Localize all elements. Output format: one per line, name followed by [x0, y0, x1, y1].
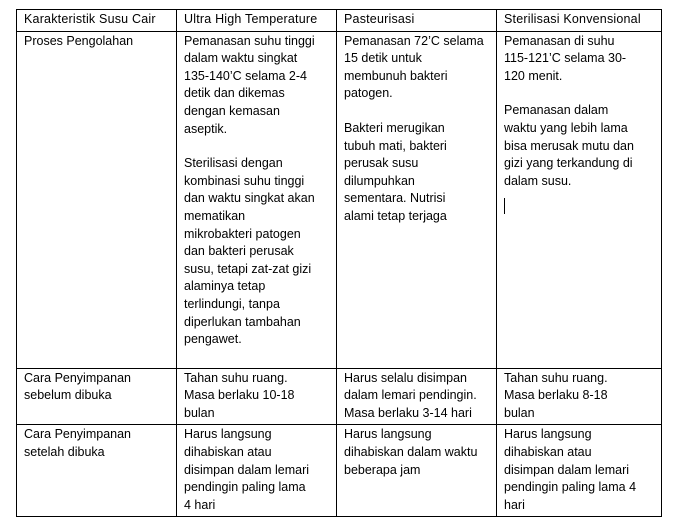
cell-text: Pemanasan dalam waktu yang lebih lama bisa merusak mutu dan gizi yang terkandung di dalam susu. [504, 103, 634, 188]
header-pasteurization: Pasteurisasi [337, 10, 497, 32]
cell-pasteur-storage-after [337, 425, 497, 517]
cell-uht-storage-before [177, 368, 337, 425]
cell-text: Tahan suhu ruang. Masa berlaku 10-18 bulan [184, 370, 295, 420]
row-label-processing [17, 31, 177, 368]
cell-text: Harus langsung dihabiskan dalam waktu beberapa jam [344, 427, 478, 477]
header-uht: Ultra High Temperature [177, 10, 337, 32]
table-row-storage-after-opening [17, 425, 662, 517]
cell-pasteur-processing [337, 31, 497, 368]
comparison-table [16, 9, 662, 517]
cell-text: Bakteri merugikan tubuh mati, bakteri perusak susu dilumpuhkan sementara. Nutrisi alami tetap terjaga [344, 120, 447, 223]
cell-steril-storage-after [497, 425, 662, 517]
row-label-storage-before [17, 368, 177, 425]
row-label-storage-after [17, 425, 177, 517]
table-header-row [17, 10, 662, 32]
cell-text: Pemanasan 72’C selama 15 detik untuk membunuh bakteri patogen. [344, 33, 484, 101]
cell-text: Proses Pengolahan [24, 33, 134, 48]
cell-text: Pemanasan suhu tinggi dalam waktu singkat 135-140’C selama 2-4 detik dan dikemas dengan kemasan aseptik. [184, 33, 315, 136]
cell-pasteur-storage-before [337, 368, 497, 425]
header-characteristic: Karakteristik Susu Cair [17, 10, 177, 32]
cell-text: Harus selalu disimpan dalam lemari pendingin. Masa berlaku 3-14 hari [344, 370, 477, 420]
cell-uht-processing [177, 31, 337, 368]
cell-steril-processing[interactable] [497, 31, 662, 368]
cell-text: Harus langsung dihabiskan atau disimpan dalam lemari pendingin paling lama 4 hari [504, 427, 637, 512]
cell-steril-storage-before [497, 368, 662, 425]
cell-text: Cara Penyimpanan setelah dibuka [24, 427, 132, 459]
cell-uht-storage-after [177, 425, 337, 517]
header-conventional-sterilization: Sterilisasi Konvensional [497, 10, 662, 32]
table-row-storage-before-opening [17, 368, 662, 425]
cell-text: Harus langsung dihabiskan atau disimpan dalam lemari pendingin paling lama 4 hari [184, 427, 310, 512]
cell-text: Sterilisasi dengan kombinasi suhu tinggi dan waktu singkat akan mematikan mikrobakteri patogen dan bakteri perusak susu, tetapi zat-zat gizi alaminya tetap terlindungi, tanpa diperlukan tambahan pengawet. [184, 156, 315, 347]
text-cursor [504, 198, 505, 214]
table-row-processing [17, 31, 662, 368]
cell-text: Tahan suhu ruang. Masa berlaku 8-18 bulan [504, 370, 608, 420]
cell-text: Cara Penyimpanan sebelum dibuka [24, 370, 132, 403]
cell-text: Pemanasan di suhu 115-121’C selama 30- 120 menit. [504, 33, 627, 83]
